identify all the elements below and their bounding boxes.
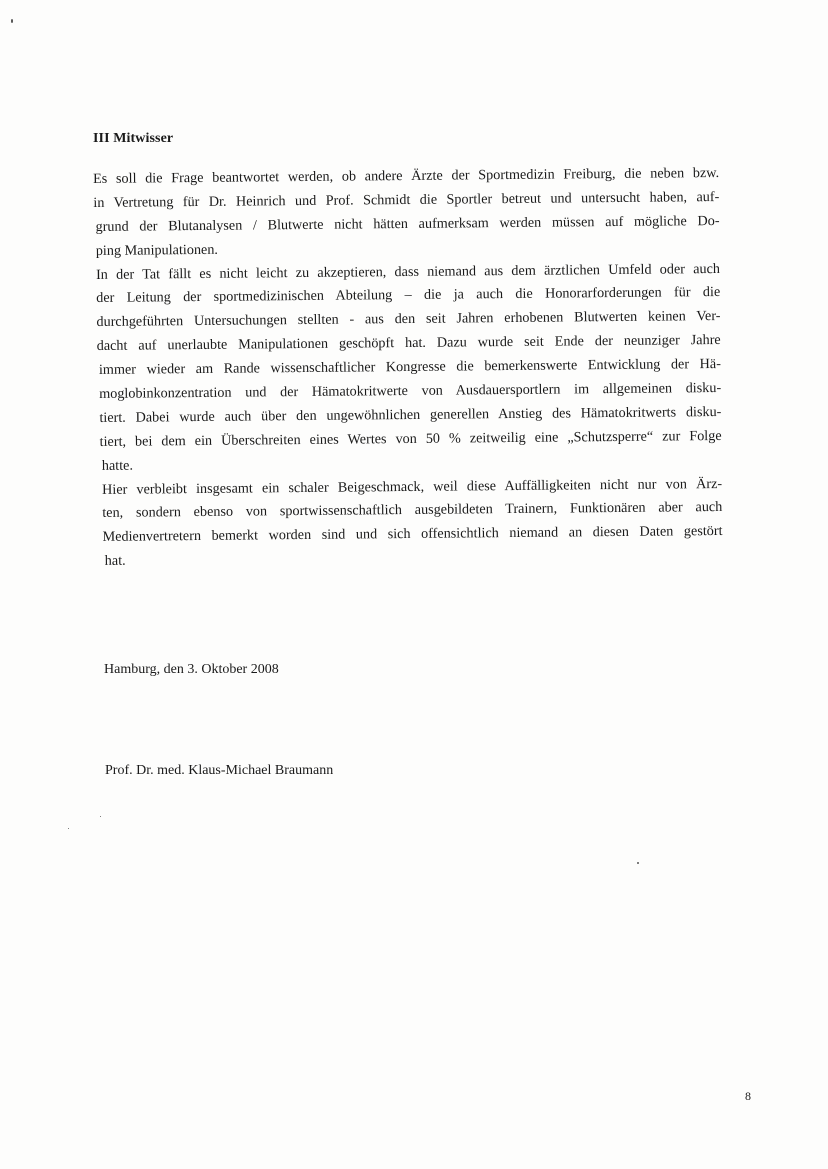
scan-speck: [68, 828, 69, 829]
body-line: in Vertretung für Dr. Heinrich und Prof. Schmidt die Sportler betreut und untersucht haben, auf-: [93, 188, 720, 211]
scan-speck: [637, 862, 639, 864]
body-line: dacht auf unerlaubte Manipulationen geschöpft hat. Dazu wurde seit Ende der neunziger Jahre: [96, 332, 721, 355]
body-line: Es soll die Frage beantwortet werden, ob andere Ärzte der Sportmedizin Freiburg, die neben bzw.: [93, 164, 720, 187]
body-line: In der Tat fällt es nicht leicht zu akzeptieren, dass niemand aus dem ärztlichen Umfeld oder auch: [95, 260, 721, 283]
body-line: durchgeführten Untersuchungen stellten - aus den seit Jahren erhobenen Blutwerten keinen Ver-: [96, 308, 721, 331]
scan-speck: [100, 816, 101, 817]
body-line: ten, sondern ebenso von sportwissenschaftlich ausgebildeten Trainern, Funktionären aber auch: [102, 499, 723, 522]
body-line: Hier verbleibt insgesamt ein schaler Beigeschmack, weil diese Auffälligkeiten nicht nur von Ärz-: [102, 475, 723, 498]
body-line: hatte.: [101, 457, 134, 474]
place-date: Hamburg, den 3. Oktober 2008: [104, 662, 279, 677]
body-line: Medienvertretern bemerkt worden sind und sich offensichtlich niemand an diesen Daten gestört: [102, 523, 723, 546]
body-line: hat.: [104, 552, 126, 570]
scan-speck: [11, 19, 13, 23]
body-line: der Leitung der sportmedizinischen Abteilung – die ja auch die Honorarforderungen für die: [96, 284, 721, 307]
body-line: immer wieder am Rande wissenschaftlicher Kongresse die bemerkenswerte Entwicklung der Hä-: [98, 356, 721, 379]
body-line: ping Manipulationen.: [95, 241, 219, 259]
signature-name: Prof. Dr. med. Klaus-Michael Braumann: [105, 763, 334, 778]
body-line: tiert, bei dem ein Überschreiten eines Wertes von 50 % zeitweilig eine „Schutzsperre“ zur Folge: [99, 427, 722, 450]
section-heading: III Mitwisser: [93, 131, 174, 146]
body-line: grund der Blutanalysen / Blutwerte nicht hätten aufmerksam werden müssen auf mögliche Do-: [95, 212, 720, 235]
body-line: tiert. Dabei wurde auch über den ungewöhnlichen generellen Anstieg des Hämatokritwerts disku-: [99, 403, 722, 426]
body-line: moglobinkonzentration und der Hämatokritwerte von Ausdauersportlern im allgemeinen disku-: [99, 379, 722, 402]
body-paragraphs: [93, 162, 723, 574]
page-number: 8: [745, 1089, 751, 1103]
